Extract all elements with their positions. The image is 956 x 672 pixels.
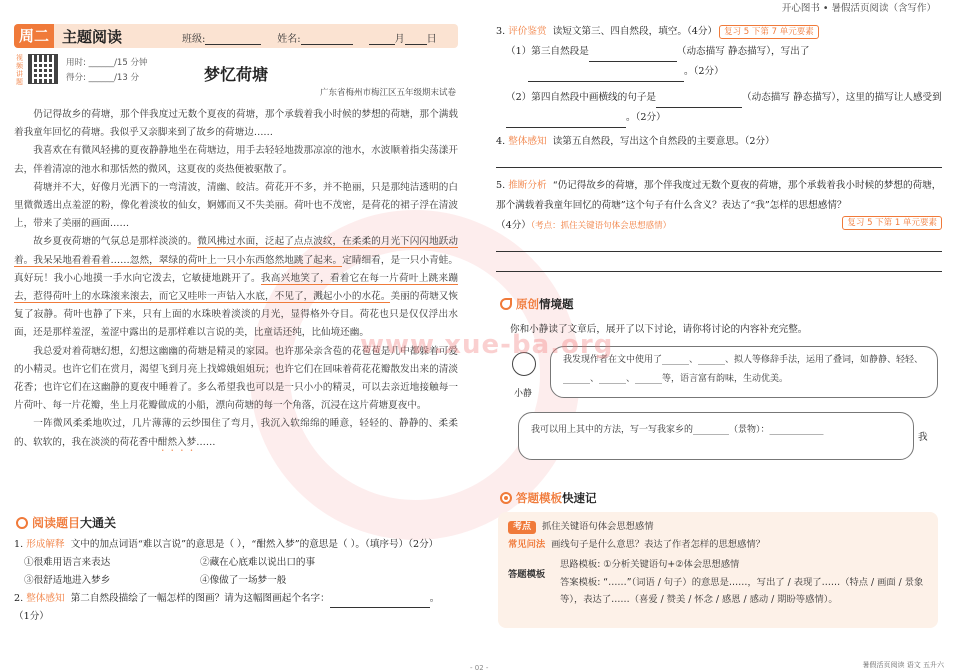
common-q-text: 画线句子是什么意思？表达了作者怎样的思想感情？: [551, 539, 765, 550]
q4-text: 读第五自然段，写出这个自然段的主要意思。（2分）: [552, 136, 775, 147]
tpl-title-orange: 答题模板: [516, 491, 562, 505]
q3-1-suffix: 。（2分）: [684, 66, 724, 77]
day-tag: 周二: [14, 24, 54, 48]
day-blank[interactable]: [405, 35, 427, 45]
p4-underlined-2: 我高兴地笑了，看着它在每一片荷叶上跳来蹦去，惹得荷叶上的水珠滚来滚去，而它又哇咔一声钻入水底，不见了，溅起小小的水花。: [14, 272, 459, 303]
answer-row: [560, 574, 932, 608]
watermark-text: www.xue-ba.org: [360, 330, 614, 360]
me-label: 我: [918, 432, 928, 443]
questions-left: [14, 536, 458, 626]
theme-title: 主题阅读: [62, 28, 123, 46]
section-heading-left: [16, 514, 116, 531]
q2-tag: 整体感知: [26, 593, 65, 604]
class-blank[interactable]: [205, 35, 261, 45]
tpl-label: 答题模板: [508, 569, 546, 580]
q1-tag: 形成解释: [26, 539, 65, 550]
question-3: 3. 评价鉴赏 读短文第三、四自然段，填空。（4分） 复习 5 下第 7 单元要素 （1）第三自然段是 （动态描写 静态描写），写出了 。（2分） （2）第四自然段中画横线的句子是 （动态描写 静态描写），这里的描写让人感受到。（2分）: [496, 22, 942, 128]
q4-answer-line[interactable]: [496, 152, 942, 168]
q3-2-suffix: 。（2分）: [626, 112, 666, 123]
q5-answer-line-2[interactable]: [496, 256, 942, 272]
month-label: 月: [394, 34, 405, 45]
q1-options-row-1: [14, 554, 458, 572]
page-number: - 02 -: [470, 664, 489, 672]
name-blank[interactable]: [301, 35, 353, 45]
q1-option-1[interactable]: ①很难用语言来表达: [24, 557, 111, 568]
class-label: 班级:: [182, 34, 206, 45]
q3-1-middle: （动态描写 静态描写），写出了: [676, 46, 810, 57]
q5-score: （4分）: [496, 220, 531, 231]
target-icon: [500, 492, 512, 504]
q5-answer-line-1[interactable]: [496, 236, 942, 252]
paragraph-4: [14, 233, 458, 342]
p6-part-a: 一阵微风柔柔地吹过，几片薄薄的云纱围住了弯月，我沉入软绵绵的睡意，轻轻的、静静的、柔柔的、软软的，我在淡淡的荷花香中: [14, 418, 458, 448]
section-heading-template: [500, 490, 597, 506]
template-panel: [498, 512, 938, 628]
section-title-black: 大通关: [80, 516, 117, 530]
question-5: 5. 推断分析 “仍记得故乡的荷塘，那个伴我度过无数个夏夜的荷塘，那个承载着我小时候的梦想的荷塘，那个满载着我童年回忆的荷塘”这个句子有什么含义？表达了“我”怎样的思想感情？ （4分）（考点：抓住关键语句体会思想感情） 复习 5 下第 1 单元要素: [496, 176, 942, 276]
q4-tag: 整体感知: [508, 136, 547, 147]
tpl-title-black: 快速记: [562, 491, 597, 505]
article-source: 广东省梅州市梅江区五年级期末试卷: [319, 88, 456, 98]
paragraph-6: [14, 415, 458, 453]
student-fields: [182, 30, 437, 45]
article-title: 梦忆荷塘: [203, 65, 268, 84]
q5-hint: （考点：抓住关键语句体会思想感情）: [530, 221, 672, 231]
name-label: 姓名:: [277, 34, 301, 45]
answer-text: “……”（词语 / 句子）的意思是……，写出了 / 表现了……（特点 / 画面 / 景象等），表达了……（喜爱 / 赞美 / 怀念 / 感恩 / 感动 / 期盼等感情）。: [560, 577, 924, 605]
speech-bubble-2: 我可以用上其中的方法，写一写我家乡的________（景物）：____________: [518, 412, 914, 460]
paragraph-5: 我总爱对着荷塘幻想，幻想这幽幽的荷塘是精灵的家园。也许那朵亲含苞的花苞苞是几中都躲着可爱的小精灵。也许它们在赏月，渴望飞到月亮上找嫦娥姐姐玩；也许它们在回味着荷花花瓣散发出来的清淡花香；也许它们在这幽静的夏夜中睡着了。多么希望我也可以是一只小小的精灵，可以去亲近地接触每一片荷叶、每一片花瓣，坐上月花瓣做成的小船，漂向荷塘的每一个角落，沉浸在这片荷塘夏夜中。: [14, 345, 458, 412]
top-right-header: 开心图书 • 暑假活页阅读（含写作）: [781, 3, 936, 14]
q1-option-3[interactable]: ③很舒适地进入梦乡: [24, 575, 111, 586]
answer-label: 答案模板:: [560, 577, 601, 588]
article-body: [14, 106, 458, 454]
q3-1-prefix: （1）第三自然段是: [506, 46, 589, 57]
orig-title-orange: 原创: [516, 297, 539, 311]
question-2: 2. 整体感知 第二自然段描绘了一幅怎样的图画？请为这幅图画起个名字： 。: [14, 590, 458, 608]
speech-bubble-1: 我发现作者在文中使用了______、______、拟人等修辞手法，运用了叠词，如静静、轻轻、______、______、______等，语言富有韵味，生动优美。: [550, 346, 938, 398]
section-heading-original: [500, 296, 574, 312]
question-1: 1. 形成解释 文中的加点词语“难以言说”的意思是（ ），“酣然入梦”的意思是（ ）。（填序号）（2分）: [14, 539, 439, 550]
p4-part-c: 定睛细看，是一只小青蛙。真好玩！我小心地摸一手水向它泼去，它敏捷地跳开了。: [14, 254, 459, 284]
pen-icon: [500, 298, 512, 310]
question-4: 4. 整体感知 读第五自然段，写出这个自然段的主要意思。（2分）: [496, 132, 942, 172]
q3-2-blank-2[interactable]: [506, 117, 626, 128]
q3-text: 读短文第三、四自然段，填空。（4分）: [552, 26, 718, 37]
q5-tag: 推断分析: [508, 180, 547, 191]
q5-text: “仍记得故乡的荷塘，那个伴我度过无数个夏夜的荷塘，那个承载着我小时候的梦想的荷塘，那个满载着我童年回忆的荷塘”这个句子有什么含义？表达了“我”怎样的思想感情？: [496, 180, 942, 211]
thought-label: 思路模板:: [560, 559, 601, 570]
q2-score: （1分）: [14, 611, 49, 622]
kaodian-text: 抓住关键语句体会思想感情: [541, 521, 654, 532]
q3-tag: 评价鉴赏: [508, 26, 547, 37]
q1-text: 文中的加点词语“难以言说”的意思是（ ），“酣然入梦”的意思是（ ）。（填序号）（2分）: [70, 539, 439, 550]
q2-text: 第二自然段描绘了一幅怎样的图画？请为这幅图画起个名字：: [70, 593, 330, 604]
thought-text: ①分析关键语句+②体会思想感情: [603, 559, 740, 570]
p6-dotted-word: 酣然入梦: [157, 436, 197, 448]
video-label: 视频讲题: [16, 54, 23, 86]
review-tag-1: 复习 5 下第 7 单元要素: [719, 25, 819, 39]
q2-answer-blank[interactable]: [330, 597, 430, 608]
time-label: 用时: ______/15 分钟: [66, 58, 148, 68]
footer-right: 暑假活页阅读 语文 五升六: [862, 661, 944, 669]
q3-2-middle: （动态描写 静态描写），这里的描写让人感受到: [742, 92, 942, 103]
q3-1-blank-2[interactable]: [528, 71, 684, 82]
paragraph-1: 仍记得故乡的荷塘，那个伴我度过无数个夏夜的荷塘，那个承载着我小时候的梦想的荷塘，那个满载着我童年回忆的荷塘。我似乎又亲脚来到了故乡的荷塘边……: [14, 109, 458, 139]
thought-row: [560, 556, 739, 573]
orig-intro: 你和小静读了文章后，展开了以下讨论，请你将讨论的内容补充完整。: [510, 324, 808, 335]
orig-title-black: 情境题: [539, 297, 574, 311]
common-q-row: [508, 536, 765, 553]
day-label: 日: [426, 34, 437, 45]
q3-2-blank-1[interactable]: [656, 97, 742, 108]
month-blank[interactable]: [369, 35, 395, 45]
paragraph-2: 我喜欢在有微风轻拂的夏夜静静地坐在荷塘边，用手去轻轻地拨那凉凉的池水，水波顺着指尖荡漾开去，伴着清凉的池水和那恬然的微风，这夏夜的炎热便被驱散了。: [14, 145, 458, 175]
p4-underlined-1: 微风拂过水面，泛起了点点波纹，在柔柔的月光下闪闪地跃动着。我呆呆地看着看着……忽然，翠绿的荷叶上一只小东西悠然地跳了起来。: [14, 236, 458, 266]
q1-options-row-2: [14, 572, 458, 590]
q1-option-2[interactable]: ②藏在心底难以说出口的事: [200, 557, 316, 568]
section-title-orange: 阅读题目: [32, 516, 81, 530]
common-q-label: 常见问法: [508, 539, 546, 550]
girl-name: 小静: [514, 389, 533, 399]
paragraph-3: 荷塘并不大，好像月光洒下的一弯清波，清幽、皎洁。荷花开不多，并不艳丽，只是那纯洁透明的白里微微透出点羞涩的粉，像化着淡妆的仙女，婀娜而又不失美丽。荷叶也不茂密，是荷花的裙子浮在清波上，带来了美丽的画面……: [14, 181, 458, 230]
q3-2-prefix: （2）第四自然段中画横线的句子是: [506, 92, 657, 103]
p4-part-a: 故乡夏夜荷塘的气氛总是那样淡淡的。: [33, 236, 198, 248]
p6-part-c: ……: [196, 436, 216, 448]
p4-part-e: 美丽的荷塘又恢复了寂静。荷叶也静了下来，只有上面的水珠映着淡淡的月光，显得格外夺目。荷花也只是仅仅浮出水面，还是那样羞涩，羞涩中露出的是那样难以言说的美，比童话还纯，比仙境还幽。: [14, 291, 458, 339]
header-bar: [14, 24, 458, 48]
score-label: 得分: ______/13 分: [66, 73, 139, 83]
kaodian-row: [508, 518, 654, 535]
search-icon: [16, 517, 28, 529]
q1-option-4[interactable]: ④像做了一场梦一般: [200, 575, 287, 586]
review-tag-2: 复习 5 下第 1 单元要素: [842, 216, 942, 230]
q3-1-blank-1[interactable]: [589, 51, 677, 62]
kaodian-badge: 考点: [508, 521, 536, 534]
